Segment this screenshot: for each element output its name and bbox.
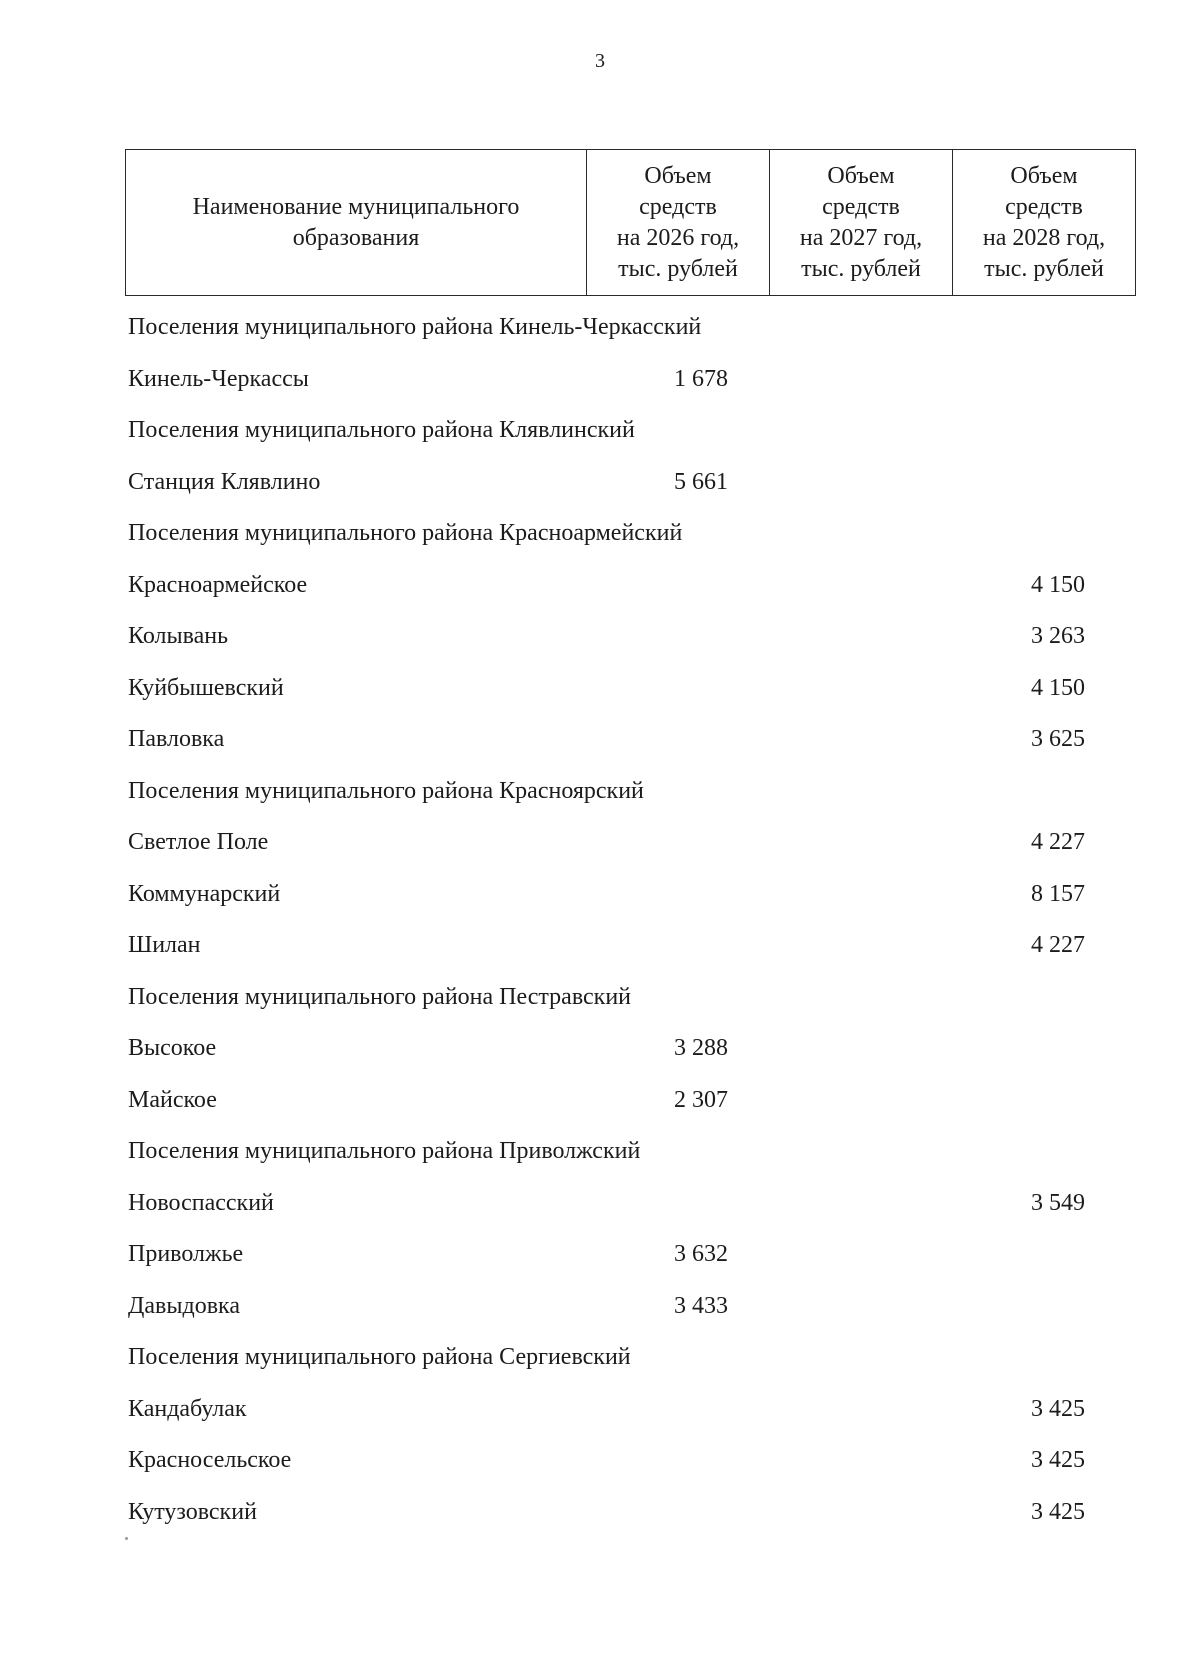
table-row bbox=[125, 1385, 1125, 1437]
table-row bbox=[125, 1179, 1125, 1231]
header-row bbox=[126, 150, 1136, 296]
amount-2026-cell: 3 433 bbox=[674, 1292, 728, 1319]
header-amount-2028 bbox=[953, 150, 1136, 296]
table-row bbox=[125, 355, 1125, 407]
header-line: Наименование муниципального bbox=[192, 193, 520, 220]
amount-2028-cell: 3 425 bbox=[1031, 1498, 1085, 1525]
amount-2028-cell: 3 549 bbox=[1031, 1189, 1085, 1216]
header-amount-2027 bbox=[770, 150, 953, 296]
header-line: Объем bbox=[1010, 162, 1078, 189]
district-group-row bbox=[125, 973, 1125, 1025]
table-row bbox=[125, 715, 1125, 767]
district-group-row bbox=[125, 406, 1125, 458]
municipality-name-cell: Светлое Поле bbox=[128, 829, 269, 855]
header-line: на 2028 год, bbox=[982, 224, 1106, 251]
municipality-name-cell: Высокое bbox=[128, 1035, 217, 1061]
municipality-name-cell: Колывань bbox=[128, 623, 229, 649]
table-row bbox=[125, 664, 1125, 716]
page-number: 3 bbox=[595, 50, 605, 72]
municipality-name-cell: Красноармейское bbox=[128, 571, 308, 598]
table-header bbox=[125, 149, 1136, 296]
table-row bbox=[125, 921, 1125, 973]
table-row bbox=[125, 1076, 1125, 1128]
table-row bbox=[125, 870, 1125, 922]
municipality-name-cell: Куйбышевский bbox=[128, 674, 284, 701]
header-line: средств bbox=[822, 193, 900, 220]
scan-speck bbox=[125, 1537, 128, 1540]
table-row bbox=[125, 612, 1125, 664]
municipality-name-cell: Давыдовка bbox=[128, 1292, 240, 1319]
amount-2028-cell: 4 150 bbox=[1031, 674, 1085, 701]
municipality-name-cell: Павловка bbox=[128, 726, 225, 752]
municipality-name-cell: Майское bbox=[128, 1086, 217, 1113]
district-group-row bbox=[125, 509, 1125, 561]
amount-2028-cell: 3 425 bbox=[1031, 1447, 1085, 1473]
municipality-name-cell: Поселения муниципального района Кинель-Черкасский bbox=[128, 314, 702, 340]
municipality-name-cell: Кутузовский bbox=[128, 1498, 257, 1525]
amount-2026-cell: 3 632 bbox=[674, 1241, 728, 1267]
amount-2028-cell: 3 263 bbox=[1031, 623, 1085, 649]
table-body bbox=[125, 303, 1125, 1539]
header-line: тыс. рублей bbox=[984, 255, 1104, 282]
municipality-name-cell: Красносельское bbox=[128, 1447, 292, 1473]
municipality-name-cell: Кандабулак bbox=[128, 1395, 247, 1422]
table-row bbox=[125, 1436, 1125, 1488]
amount-2028-cell: 3 425 bbox=[1031, 1395, 1085, 1422]
header-line: на 2026 год, bbox=[616, 224, 740, 251]
header-line: образования bbox=[292, 224, 420, 251]
header-line: средств bbox=[639, 193, 717, 220]
amount-2028-cell: 3 625 bbox=[1031, 726, 1085, 752]
district-group-row bbox=[125, 1127, 1125, 1179]
header-line: средств bbox=[1005, 193, 1083, 220]
header-line: тыс. рублей bbox=[618, 255, 738, 282]
municipality-name-cell: Новоспасский bbox=[128, 1189, 274, 1216]
amount-2026-cell: 5 661 bbox=[674, 468, 728, 495]
header-line: Объем bbox=[644, 162, 712, 189]
district-group-row bbox=[125, 1333, 1125, 1385]
amount-2026-cell: 2 307 bbox=[674, 1086, 728, 1113]
table-row bbox=[125, 1024, 1125, 1076]
header-line: на 2027 год, bbox=[799, 224, 923, 251]
amount-2026-cell: 3 288 bbox=[674, 1035, 728, 1061]
municipality-name-cell: Поселения муниципального района Сергиевский bbox=[128, 1344, 631, 1370]
municipality-name-cell: Поселения муниципального района Пестравский bbox=[128, 983, 632, 1010]
municipality-name-cell: Приволжье bbox=[128, 1241, 244, 1267]
header-amount-2026 bbox=[587, 150, 770, 296]
table-row bbox=[125, 561, 1125, 613]
amount-2028-cell: 4 227 bbox=[1031, 829, 1085, 855]
amount-2026-cell: 1 678 bbox=[674, 365, 728, 392]
municipality-name-cell: Поселения муниципального района Клявлинский bbox=[128, 417, 635, 443]
amount-2028-cell: 8 157 bbox=[1031, 880, 1085, 907]
municipality-name-cell: Шилан bbox=[128, 932, 201, 958]
table-row bbox=[125, 1230, 1125, 1282]
municipality-name-cell: Станция Клявлино bbox=[128, 468, 321, 495]
municipality-name-cell: Поселения муниципального района Приволжский bbox=[128, 1138, 641, 1164]
amount-2028-cell: 4 150 bbox=[1031, 571, 1085, 598]
table-row bbox=[125, 1488, 1125, 1540]
district-group-row bbox=[125, 303, 1125, 355]
header-line: Объем bbox=[827, 162, 895, 189]
header-municipality-name bbox=[126, 150, 587, 296]
amount-2028-cell: 4 227 bbox=[1031, 932, 1085, 958]
municipality-name-cell: Поселения муниципального района Красноярский bbox=[128, 777, 644, 804]
table-row bbox=[125, 1282, 1125, 1334]
municipality-name-cell: Коммунарский bbox=[128, 880, 281, 907]
municipality-name-cell: Поселения муниципального района Красноармейский bbox=[128, 520, 683, 546]
header-line: тыс. рублей bbox=[801, 255, 921, 282]
district-group-row bbox=[125, 767, 1125, 819]
table-row bbox=[125, 458, 1125, 510]
table-row bbox=[125, 818, 1125, 870]
municipality-name-cell: Кинель-Черкассы bbox=[128, 365, 309, 392]
